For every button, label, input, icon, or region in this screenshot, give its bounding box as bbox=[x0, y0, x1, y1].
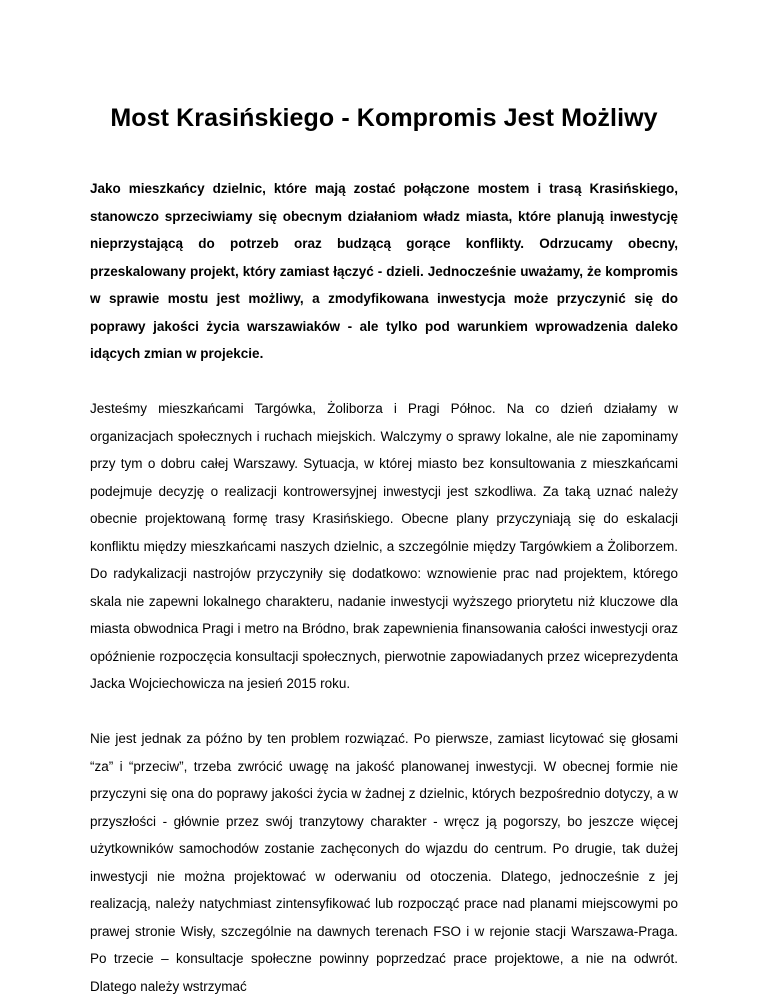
body-paragraph-2: Nie jest jednak za późno by ten problem rozwiązać. Po pierwsze, zamiast licytować się głosami “za” i “przeciw”, trzeba zwrócić uwagę na jakość planowanej inwestycji. W obecnej formie nie przyczyni się ona do poprawy jakości życia w żadnej z dzielnic, których bezpośrednio dotyczy, a w przyszłości - głównie przez swój tranzytowy charakter - wręcz ją pogorszy, bo jeszcze więcej użytkowników samochodów zostanie zachęconych do wjazdu do centrum. Po drugie, tak dużej inwestycji nie można projektować w oderwaniu od otoczenia. Dlatego, jednocześnie z jej realizacją, należy natychmiast zintensyfikować lub rozpocząć prace nad planami miejscowymi po prawej stronie Wisły, szczególnie na dawnych terenach FSO i w rejonie stacji Warszawa-Praga. Po trzecie – konsultacje społeczne powinny poprzedzać prace projektowe, a nie na odwrót. Dlatego należy wstrzymać bbox=[90, 731, 678, 994]
intro-paragraph: Jako mieszkańcy dzielnic, które mają zostać połączone mostem i trasą Krasińskiego, stanowczo sprzeciwiamy się obecnym działaniom władz miasta, które planują inwestycję nieprzystającą do potrzeb oraz budzącą gorące konflikty. Odrzucamy obecny, przeskalowany projekt, który zamiast łączyć - dzieli. Jednocześnie uważamy, że kompromis w sprawie mostu jest możliwy, a zmodyfikowana inwestycja może przyczynić się do poprawy jakości życia warszawiaków - ale tylko pod warunkiem wprowadzenia daleko idących zmian w projekcie. bbox=[90, 181, 678, 361]
document-title: Most Krasińskiego - Kompromis Jest Możliwy bbox=[110, 104, 658, 132]
body-paragraph-1: Jesteśmy mieszkańcami Targówka, Żoliborza i Pragi Północ. Na co dzień działamy w organizacjach społecznych i ruchach miejskich. Walczymy o sprawy lokalne, ale nie zapominamy przy tym o dobru całej Warszawy. Sytuacja, w której miasto bez konsultowania z mieszkańcami podejmuje decyzję o realizacji kontrowersyjnej inwestycji jest szkodliwa. Za taką uznać należy obecnie projektowaną formę trasy Krasińskiego. Obecne plany przyczyniają się do eskalacji konfliktu między mieszkańcami naszych dzielnic, a szczególnie między Targówkiem a Żoliborzem. Do radykalizacji nastrojów przyczyniły się dodatkowo: wznowienie prac nad projektem, którego skala nie zapewni lokalnego charakteru, nadanie inwestycji wyższego priorytetu niż kluczowe dla miasta obwodnica Pragi i metro na Bródno, brak zapewnienia finansowania całości inwestycji oraz opóźnienie rozpoczęcia konsultacji społecznych, pierwotnie zapowiadanych przez wiceprezydenta Jacka Wojciechowicza na jesień 2015 roku. bbox=[90, 401, 678, 691]
